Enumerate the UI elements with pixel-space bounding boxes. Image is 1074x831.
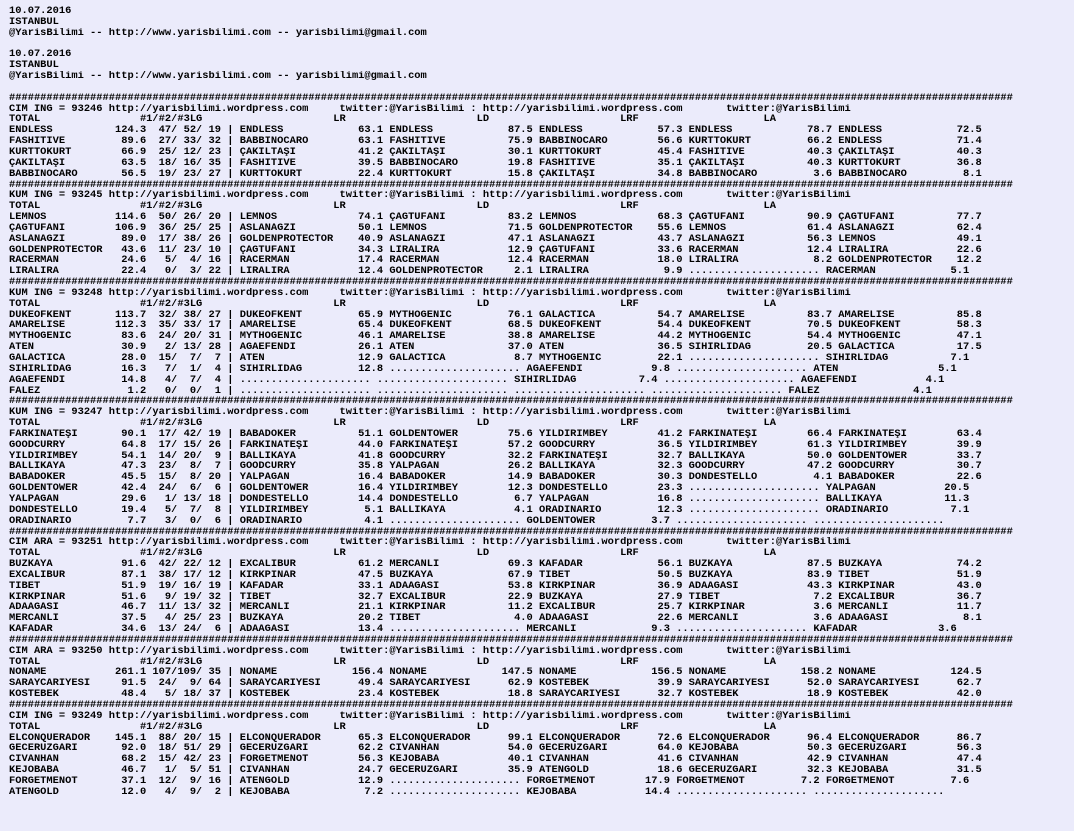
table-row: KURTTOKURT 66.9 25/ 12/ 23 | ÇAKILTAŞI 41.2 ÇAKILTAŞI 30.1 KURTTOKURT 45.4 FASHITIVE 40.3 ÇAKILTAŞI 40.3 [9, 146, 982, 158]
table-row: BALLIKAYA 47.3 23/ 8/ 7 | GOODCURRY 35.8 YALPAGAN 26.2 BALLIKAYA 32.3 GOODCURRY 47.2 GOODCURRY 30.7 [9, 461, 982, 473]
race-title: KUM ING = 93248 http://yarisbilimi.wordpress.com twitter:@YarisBilimi : http://yarisbilimi.wordpress.com twitter:@YarisBilimi [9, 287, 851, 299]
table-row: MYTHOGENIC 83.6 24/ 20/ 31 | MYTHOGENIC 46.1 AMARELISE 38.8 AMARELISE 44.2 MYTHOGENIC 54.4 MYTHOGENIC 47.1 [9, 331, 982, 343]
table-row: DUKEOFKENT 113.7 32/ 38/ 27 | DUKEOFKENT 65.9 MYTHOGENIC 76.1 GALACTICA 54.7 AMARELISE 83.7 AMARELISE 85.8 [9, 309, 982, 321]
table-row: CIVANHAN 68.2 15/ 42/ 23 | FORGETMENOT 56.3 KEJOBABA 40.1 CIVANHAN 41.6 CIVANHAN 42.9 CIVANHAN 47.4 [9, 754, 982, 766]
table-row: EXCALIBUR 87.1 38/ 17/ 12 | KIRKPINAR 47.5 BUZKAYA 67.9 TIBET 50.5 BUZKAYA 83.9 TIBET 51.9 [9, 569, 982, 581]
table-row: KIRKPINAR 51.6 9/ 19/ 32 | TIBET 32.7 EXCALIBUR 22.9 BUZKAYA 27.9 TIBET 7.2 EXCALIBUR 36.7 [9, 591, 982, 603]
race-column-header: TOTAL #1/#2/#3LG LR LD LRF LA [9, 114, 776, 126]
blank-line [9, 39, 1074, 50]
separator-line: ################################################################################################################################################################# [9, 700, 1013, 711]
table-row: SIHIRLIDAĞ 16.3 7/ 1/ 4 | SIHIRLIDAĞ 12.8 ..................... AGAEFENDI 9.8 ..................... ATEN 5.1 [9, 363, 957, 375]
race-column-header: TOTAL #1/#2/#3LG LR LD LRF LA [9, 298, 776, 310]
separator-line: ################################################################################################################################################################# [9, 179, 1013, 191]
table-row: FARKINATEŞİ 90.1 17/ 42/ 19 | BABADOKER 51.1 GOLDENTOWER 75.6 YILDIRIMBEY 41.2 FARKINATEŞİ 66.4 FARKINATEŞİ 63.4 [9, 428, 982, 440]
table-row: LIRALIRA 22.4 0/ 3/ 22 | LIRALIRA 12.4 GOLDENPROTECTOR 2.1 LIRALIRA 9.9 ..................... RACERMAN 5.1 [9, 266, 970, 278]
race-tables [9, 93, 1074, 798]
race-table [9, 190, 1074, 277]
header-city: ISTANBUL [9, 16, 59, 28]
table-row: ELCONQUERADOR 145.1 88/ 20/ 15 | ELCONQUERADOR 65.3 ELCONQUERADOR 99.1 ELCONQUERADOR 72.6 ELCONQUERADOR 96.4 ELCONQUERADOR 86.7 [9, 732, 982, 744]
table-row: YILDIRIMBEY 54.1 14/ 20/ 9 | BALLIKAYA 41.8 GOODCURRY 32.2 FARKINATEŞİ 32.7 BALLIKAYA 50.0 GOLDENTOWER 33.7 [9, 450, 982, 462]
race-column-header: TOTAL #1/#2/#3LG LR LD LRF LA [9, 656, 776, 668]
separator-line: ################################################################################################################################################################# [9, 92, 1013, 104]
table-row: MERCANLI 37.5 4/ 25/ 23 | BUZKAYA 20.2 TIBET 4.0 ADAAGASI 22.6 MERCANLI 3.6 ADAAGASI 8.1 [9, 613, 982, 625]
race-table [9, 711, 1074, 798]
separator-line: ################################################################################################################################################################# [9, 634, 1013, 646]
separator-line: ################################################################################################################################################################# [9, 277, 1013, 288]
race-table [9, 288, 1074, 396]
table-row: RACERMAN 24.6 5/ 4/ 16 | RACERMAN 17.4 RACERMAN 12.4 RACERMAN 18.0 LIRALIRA 8.2 GOLDENPROTECTOR 12.2 [9, 255, 982, 267]
header-date: 10.07.2016 [9, 6, 72, 17]
table-row: GALACTICA 28.0 15/ 7/ 7 | ATEN 12.9 GALACTICA 8.7 MYTHOGENIC 22.1 ..................... SIHIRLIDAĞ 7.1 [9, 353, 970, 364]
race-title: KUM ING = 93245 http://yarisbilimi.wordpress.com twitter:@YarisBilimi : http://yarisbilimi.wordpress.com twitter:@YarisBilimi [9, 190, 851, 202]
table-row: TIBET 51.9 19/ 16/ 19 | KAFADAR 33.1 ADAAGASI 53.8 KIRKPINAR 36.9 ADAAGASI 43.3 KIRKPINAR 43.0 [9, 580, 982, 592]
table-row: AGAEFENDI 14.8 4/ 7/ 4 | ..................... ..................... SIHIRLIDAĞ 7.4 ..................... AGAEFENDI 4.1 [9, 374, 945, 386]
race-title: CIM ARA = 93250 http://yarisbilimi.wordpress.com twitter:@YarisBilimi : http://yarisbilimi.wordpress.com twitter:@YarisBilimi [9, 645, 851, 657]
race-column-header: TOTAL #1/#2/#3LG LR LD LRF LA [9, 548, 776, 560]
header-contact[interactable]: @YarisBilimi -- http://www.yarisbilimi.com -- yarisbilimi@gmail.com [9, 71, 427, 82]
table-row: GOODCURRY 64.8 17/ 15/ 26 | FARKINATEŞİ 44.0 FARKINATEŞİ 57.2 GOODCURRY 36.5 YILDIRIMBEY 61.3 YILDIRIMBEY 39.9 [9, 439, 982, 451]
race-table [9, 646, 1074, 700]
table-row: ÇAGTUFANI 106.9 36/ 25/ 25 | ASLANAĞZI 50.1 LEMNOS 71.5 GOLDENPROTECTOR 55.6 LEMNOS 61.4 ASLANAĞZI 62.4 [9, 222, 982, 234]
table-row: FALEZ 1.2 0/ 0/ 1 | ..................... ..................... ..................... ..................... FALEZ 4.1 [9, 385, 932, 397]
table-row: ENDLESS 124.3 47/ 52/ 19 | ENDLESS 63.1 ENDLESS 87.5 ENDLESS 57.3 ENDLESS 78.7 ENDLESS 72.5 [9, 125, 982, 137]
table-row: AMARELISE 112.3 35/ 33/ 17 | AMARELISE 65.4 DUKEOFKENT 68.5 DUKEOFKENT 54.4 DUKEOFKENT 70.5 DUKEOFKENT 58.3 [9, 320, 982, 332]
blank-line [9, 82, 1074, 93]
separator-line: ################################################################################################################################################################# [9, 396, 1013, 408]
table-row: NONAME 261.1 107/109/ 35 | NONAME 156.4 NONAME 147.5 NONAME 156.5 NONAME 158.2 NONAME 124.5 [9, 667, 982, 679]
report-headers [9, 6, 1074, 93]
table-row: SARAYCARİYESİ 91.5 24/ 9/ 64 | SARAYCARİYESİ 49.4 SARAYCARİYESİ 62.9 KOSTEBEK 39.9 SARAYCARİYESİ 52.0 SARAYCARİYESİ 62.7 [9, 678, 982, 690]
race-column-header: TOTAL #1/#2/#3LG LR LD LRF LA [9, 418, 776, 429]
table-row: BABBINOCARO 56.5 19/ 23/ 27 | KURTTOKURT 22.4 KURTTOKURT 15.8 ÇAKILTAŞI 34.8 BABBINOCARO 3.6 BABBINOCARO 8.1 [9, 168, 982, 180]
table-row: BUZKAYA 91.6 42/ 22/ 12 | EXCALIBUR 61.2 MERCANLI 69.3 KAFADAR 56.1 BUZKAYA 87.5 BUZKAYA 74.2 [9, 559, 982, 570]
header-contact[interactable]: @YarisBilimi -- http://www.yarisbilimi.com -- yarisbilimi@gmail.com [9, 27, 427, 39]
race-table [9, 104, 1074, 180]
table-row: FORGETMENOT 37.1 12/ 9/ 16 | ATENGOLD 12.9 ..................... FORGETMENOT 17.9 FORGETMENOT 7.2 FORGETMENOT 7.6 [9, 775, 970, 787]
race-title: KUM ING = 93247 http://yarisbilimi.wordpress.com twitter:@YarisBilimi : http://yarisbilimi.wordpress.com twitter:@YarisBilimi [9, 407, 851, 419]
table-row: GOLDENTOWER 42.4 24/ 6/ 6 | GOLDENTOWER 16.4 YILDIRIMBEY 12.3 DONDESTELLO 23.3 ..................... YALPAGAN 20.5 [9, 483, 970, 494]
table-row: ATENGOLD 12.0 4/ 9/ 2 | KEJOBABA 7.2 ..................... KEJOBABA 14.4 ..................... ..................... [9, 786, 945, 798]
race-table [9, 407, 1074, 526]
table-row: ÇAKILTAŞI 63.5 18/ 16/ 35 | FASHITIVE 39.5 BABBINOCARO 19.8 FASHITIVE 35.1 ÇAKILTAŞI 40.3 KURTTOKURT 36.8 [9, 157, 982, 169]
table-row: KEJOBABA 46.7 1/ 5/ 51 | CIVANHAN 24.7 GECERÜZGARI 35.9 ATENGOLD 18.6 GECERÜZGARI 32.3 KEJOBABA 31.5 [9, 765, 982, 776]
table-row: KAFADAR 34.6 13/ 24/ 6 | ADAAGASI 13.4 ..................... MERCANLI 9.3 ..................... KAFADAR 3.6 [9, 624, 957, 635]
header-date: 10.07.2016 [9, 49, 72, 61]
race-title: CIM ING = 93246 http://yarisbilimi.wordpress.com twitter:@YarisBilimi : http://yarisbilimi.wordpress.com twitter:@YarisBilimi [9, 103, 851, 115]
table-row: KOSTEBEK 48.4 5/ 18/ 37 | KOSTEBEK 23.4 KOSTEBEK 18.8 SARAYCARİYESİ 32.7 KOSTEBEK 18.9 KOSTEBEK 42.0 [9, 689, 982, 700]
table-row: ASLANAĞZI 89.0 17/ 38/ 26 | GOLDENPROTECTOR 40.9 ASLANAĞZI 47.1 ASLANAĞZI 43.7 ASLANAĞZI 56.3 LEMNOS 49.1 [9, 233, 982, 245]
race-column-header: TOTAL #1/#2/#3LG LR LD LRF LA [9, 721, 776, 733]
table-row: LEMNOS 114.6 50/ 26/ 20 | LEMNOS 74.1 ÇAGTUFANI 83.2 LEMNOS 68.3 ÇAGTUFANI 90.9 ÇAGTUFANI 77.7 [9, 212, 982, 223]
table-row: DONDESTELLO 19.4 5/ 7/ 8 | YILDIRIMBEY 5.1 BALLIKAYA 4.1 ORADINARIO 12.3 ..................... ORADINARIO 7.1 [9, 504, 970, 516]
table-row: FASHITIVE 89.6 27/ 33/ 32 | BABBINOCARO 63.1 FASHITIVE 75.9 BABBINOCARO 56.6 KURTTOKURT 66.2 ENDLESS 71.4 [9, 136, 982, 147]
table-row: GECERÜZGARI 92.0 18/ 51/ 29 | GECERÜZGARI 62.2 CIVANHAN 54.0 GECERÜZGARI 64.0 KEJOBABA 50.3 GECERÜZGARI 56.3 [9, 743, 982, 755]
table-row: ORADINARIO 7.7 3/ 0/ 6 | ORADINARIO 4.1 ..................... GOLDENTOWER 3.7 ..................... ..................... [9, 515, 945, 527]
table-row: ATEN 30.9 2/ 13/ 28 | AGAEFENDI 26.1 ATEN 37.0 ATEN 36.5 SIHIRLIDAĞ 20.5 GALACTICA 17.5 [9, 342, 982, 353]
separator-line: ################################################################################################################################################################# [9, 526, 1013, 538]
race-title: CIM ARA = 93251 http://yarisbilimi.wordpress.com twitter:@YarisBilimi : http://yarisbilimi.wordpress.com twitter:@YarisBilimi [9, 537, 851, 549]
race-table [9, 537, 1074, 635]
table-row: BABADOKER 45.5 15/ 8/ 20 | YALPAGAN 16.4 BABADOKER 14.9 BABADOKER 30.3 DONDESTELLO 4.1 BABADOKER 22.6 [9, 472, 982, 484]
header-city: ISTANBUL [9, 60, 59, 72]
race-title: CIM ING = 93249 http://yarisbilimi.wordpress.com twitter:@YarisBilimi : http://yarisbilimi.wordpress.com twitter:@YarisBilimi [9, 710, 851, 722]
header-block [9, 6, 1074, 39]
header-block [9, 49, 1074, 82]
table-row: GOLDENPROTECTOR 43.6 11/ 23/ 10 | ÇAGTUFANI 34.3 LIRALIRA 12.9 ÇAGTUFANI 33.6 RACERMAN 12.4 LIRALIRA 22.6 [9, 244, 982, 256]
table-row: YALPAGAN 29.6 1/ 13/ 18 | DONDESTELLO 14.4 DONDESTELLO 6.7 YALPAGAN 16.8 ..................... BALLIKAYA 11.3 [9, 493, 970, 505]
table-row: ADAAGASI 46.7 11/ 13/ 32 | MERCANLI 21.1 KIRKPINAR 11.2 EXCALIBUR 25.7 KIRKPINAR 3.6 MERCANLI 11.7 [9, 602, 982, 614]
race-column-header: TOTAL #1/#2/#3LG LR LD LRF LA [9, 201, 776, 213]
